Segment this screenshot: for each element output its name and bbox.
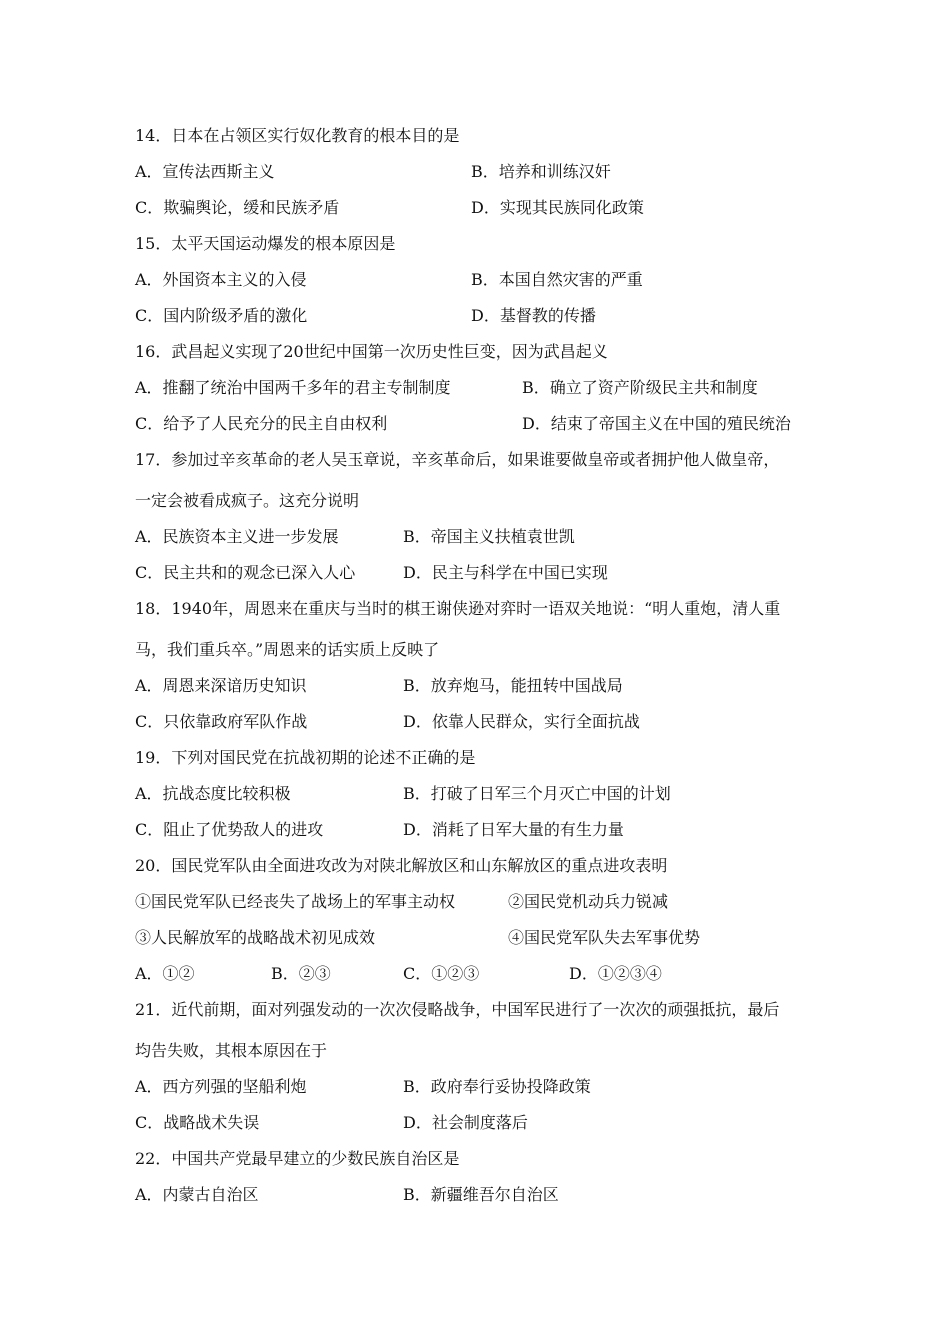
- question-14-options-row-1: [0, 160, 950, 184]
- question-stem-text: 15．太平天国运动爆发的根本原因是: [135, 234, 396, 253]
- question-22-stem: [0, 1147, 950, 1171]
- option-d[interactable]: D．消耗了日军大量的有生力量: [403, 820, 624, 839]
- question-20-stem: [0, 854, 950, 878]
- option-b[interactable]: B．放弃炮马，能扭转中国战局: [403, 676, 623, 695]
- question-17-stem-line-1: [0, 448, 950, 472]
- question-19-options-row-2: [0, 818, 950, 842]
- question-stem-text: 14．日本在占领区实行奴化教育的根本目的是: [135, 126, 460, 145]
- question-18-stem-line-1: [0, 597, 950, 621]
- question-15-stem: [0, 232, 950, 256]
- option-b[interactable]: B．②③: [271, 964, 331, 983]
- question-20-options-row: [0, 962, 950, 986]
- question-19-options-row-1: [0, 782, 950, 806]
- option-b[interactable]: B．培养和训练汉奸: [471, 162, 611, 181]
- question-20-statements-row-2: [0, 926, 950, 950]
- question-17-stem-line-2: [0, 489, 950, 513]
- question-17-options-row-2: [0, 561, 950, 585]
- question-21-stem-line-1: [0, 998, 950, 1022]
- option-b[interactable]: B．本国自然灾害的严重: [471, 270, 643, 289]
- option-b[interactable]: B．帝国主义扶植袁世凯: [403, 527, 575, 546]
- option-c[interactable]: C．欺骗舆论，缓和民族矛盾: [135, 198, 340, 217]
- question-stem-text: 21．近代前期，面对列强发动的一次次侵略战争，中国军民进行了一次次的顽强抵抗，最后: [135, 1000, 780, 1019]
- question-14-options-row-2: [0, 196, 950, 220]
- question-17-options-row-1: [0, 525, 950, 549]
- option-c[interactable]: C．国内阶级矛盾的激化: [135, 306, 308, 325]
- question-stem-text: 马，我们重兵卒。”周恩来的话实质上反映了: [135, 640, 440, 659]
- option-d[interactable]: D．依靠人民群众，实行全面抗战: [403, 712, 640, 731]
- option-c[interactable]: C．只依靠政府军队作战: [135, 712, 308, 731]
- question-22-options-row-1: [0, 1183, 950, 1207]
- question-19-stem: [0, 746, 950, 770]
- question-stem-text: 均告失败，其根本原因在于: [135, 1041, 328, 1060]
- option-a[interactable]: A．宣传法西斯主义: [135, 162, 275, 181]
- question-stem-text: 一定会被看成疯子。这充分说明: [135, 491, 360, 510]
- option-b[interactable]: B．打破了日军三个月灭亡中国的计划: [403, 784, 671, 803]
- statement-3: ③人民解放军的战略战术初见成效: [135, 928, 376, 947]
- statement-1: ①国民党军队已经丧失了战场上的军事主动权: [135, 892, 456, 911]
- option-a[interactable]: A．①②: [135, 964, 195, 983]
- option-d[interactable]: D．①②③④: [569, 964, 662, 983]
- option-d[interactable]: D．基督教的传播: [471, 306, 596, 325]
- option-b[interactable]: B．新疆维吾尔自治区: [403, 1185, 559, 1204]
- option-a[interactable]: A．抗战态度比较积极: [135, 784, 291, 803]
- question-16-stem: [0, 340, 950, 364]
- question-20-statements-row-1: [0, 890, 950, 914]
- option-a[interactable]: A．内蒙古自治区: [135, 1185, 259, 1204]
- question-stem-text: 17．参加过辛亥革命的老人吴玉章说，辛亥革命后，如果谁要做皇帝或者拥护他人做皇帝，: [135, 450, 780, 469]
- question-16-options-row-1: [0, 376, 950, 400]
- option-a[interactable]: A．外国资本主义的入侵: [135, 270, 307, 289]
- question-18-stem-line-2: [0, 638, 950, 662]
- question-stem-text: 18．1940年，周恩来在重庆与当时的棋王谢侠逊对弈时一语双关地说：“明人重炮，清人重: [135, 599, 781, 618]
- question-stem-text: 22．中国共产党最早建立的少数民族自治区是: [135, 1149, 460, 1168]
- option-c[interactable]: C．民主共和的观念已深入人心: [135, 563, 356, 582]
- statement-4: ④国民党军队失去军事优势: [508, 928, 701, 947]
- option-c[interactable]: C．战略战术失误: [135, 1113, 260, 1132]
- option-d[interactable]: D．实现其民族同化政策: [471, 198, 644, 217]
- question-18-options-row-1: [0, 674, 950, 698]
- option-c[interactable]: C．①②③: [403, 964, 480, 983]
- option-a[interactable]: A．周恩来深谙历史知识: [135, 676, 307, 695]
- option-a[interactable]: A．推翻了统治中国两千多年的君主专制制度: [135, 378, 451, 397]
- option-c[interactable]: C．给予了人民充分的民主自由权利: [135, 414, 388, 433]
- question-16-options-row-2: [0, 412, 950, 436]
- question-14-stem: [0, 124, 950, 148]
- question-stem-text: 16．武昌起义实现了20世纪中国第一次历史性巨变，因为武昌起义: [135, 342, 608, 361]
- option-a[interactable]: A．民族资本主义进一步发展: [135, 527, 339, 546]
- statement-2: ②国民党机动兵力锐减: [508, 892, 669, 911]
- question-21-stem-line-2: [0, 1039, 950, 1063]
- question-stem-text: 19．下列对国民党在抗战初期的论述不正确的是: [135, 748, 476, 767]
- question-15-options-row-1: [0, 268, 950, 292]
- option-d[interactable]: D．结束了帝国主义在中国的殖民统治: [522, 414, 791, 433]
- option-d[interactable]: D．社会制度落后: [403, 1113, 528, 1132]
- question-18-options-row-2: [0, 710, 950, 734]
- option-c[interactable]: C．阻止了优势敌人的进攻: [135, 820, 324, 839]
- option-b[interactable]: B．确立了资产阶级民主共和制度: [522, 378, 758, 397]
- option-d[interactable]: D．民主与科学在中国已实现: [403, 563, 608, 582]
- question-15-options-row-2: [0, 304, 950, 328]
- option-a[interactable]: A．西方列强的坚船利炮: [135, 1077, 307, 1096]
- question-21-options-row-1: [0, 1075, 950, 1099]
- question-stem-text: 20．国民党军队由全面进攻改为对陕北解放区和山东解放区的重点进攻表明: [135, 856, 668, 875]
- option-b[interactable]: B．政府奉行妥协投降政策: [403, 1077, 591, 1096]
- question-21-options-row-2: [0, 1111, 950, 1135]
